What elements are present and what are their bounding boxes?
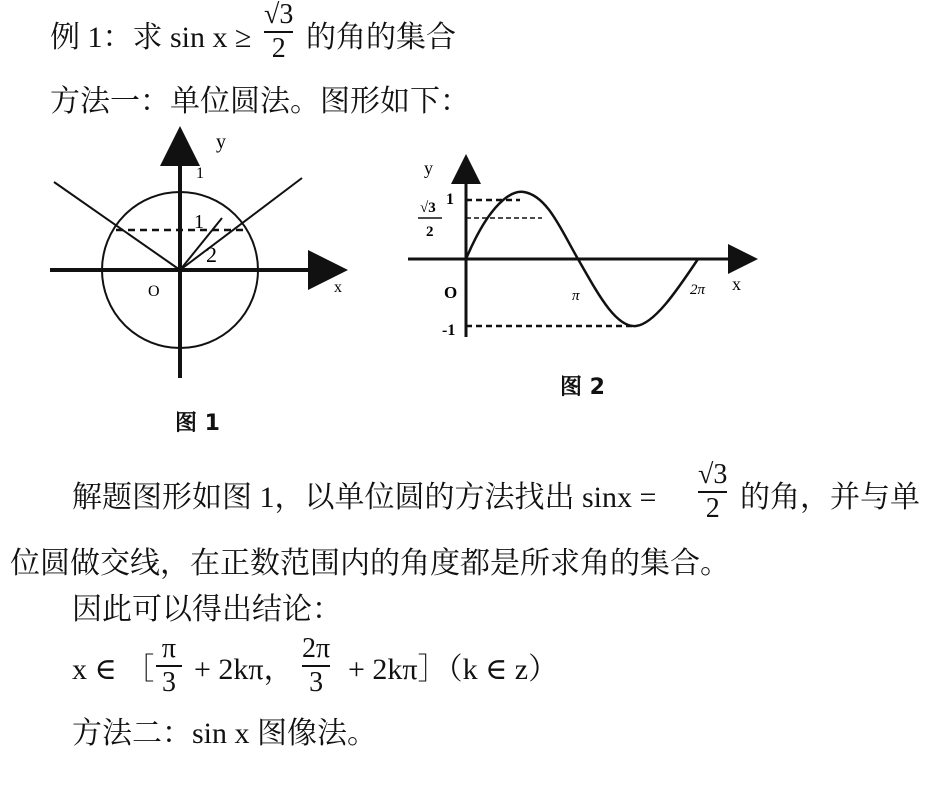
result-mid: + 2kπ， bbox=[194, 653, 294, 686]
fig2-pi-label: π bbox=[572, 288, 580, 304]
fig2-origin-label: O bbox=[444, 283, 458, 302]
fig2-one-label: 1 bbox=[446, 191, 454, 208]
fig1-label-2: 2 bbox=[206, 242, 217, 267]
result-f1-den: 3 bbox=[162, 667, 176, 698]
paragraph-line2: 位圆做交线，在正数范围内的角度都是所求角的集合。 bbox=[10, 547, 730, 580]
result-f1-num: π bbox=[161, 633, 177, 664]
fig2-y-label: y bbox=[424, 158, 433, 178]
result-f2-num: 2π bbox=[302, 633, 331, 664]
paragraph-line3: 因此可以得出结论： bbox=[72, 593, 342, 626]
example-frac-den: 2 bbox=[271, 33, 286, 64]
paragraph-line1-suffix: 的角，并与单 bbox=[740, 481, 920, 514]
fig2-minus-one-label: -1 bbox=[442, 322, 456, 339]
example-frac-num: √3 bbox=[264, 0, 294, 30]
paragraph-frac-num: √3 bbox=[698, 459, 728, 490]
fig2-x-label: x bbox=[732, 274, 741, 294]
result-f2-den: 3 bbox=[309, 667, 324, 698]
fig1-origin-label: O bbox=[148, 283, 160, 300]
figure1-caption: 图 1 bbox=[175, 411, 220, 436]
fig2-two-pi-label: 2π bbox=[690, 282, 706, 298]
result-end: + 2kπ］（k ∈ z） bbox=[348, 653, 559, 686]
result-fraction-2 bbox=[302, 634, 330, 698]
fig2-sqrt3-den: 2 bbox=[426, 224, 434, 240]
figure2-caption: 图 2 bbox=[560, 375, 605, 400]
figure2-sine-graph bbox=[402, 152, 762, 348]
fig1-label-1: 1 bbox=[194, 211, 204, 233]
fig1-y-label: y bbox=[216, 131, 226, 153]
fig1-tick-top: 1 bbox=[196, 165, 204, 182]
paragraph-frac-den: 2 bbox=[705, 493, 720, 524]
method1-title: 方法一：单位圆法。图形如下： bbox=[50, 85, 470, 118]
example-suffix: 的角的集合 bbox=[306, 21, 456, 54]
example-prefix: 例 1：求 sin x ≥ bbox=[50, 21, 252, 54]
paragraph-fraction bbox=[698, 460, 727, 524]
figure1-unit-circle bbox=[40, 120, 350, 385]
fig2-sqrt3-num: √3 bbox=[420, 200, 436, 216]
method2-title: 方法二：sin x 图像法。 bbox=[72, 717, 378, 750]
paragraph-line1-prefix: 解题图形如图 1，以单位圆的方法找出 sinx = bbox=[72, 481, 657, 514]
example-fraction bbox=[264, 0, 293, 64]
result-prefix: x ∈ ［ bbox=[72, 653, 155, 686]
result-fraction-1 bbox=[156, 634, 182, 698]
fig1-x-label: x bbox=[334, 279, 342, 296]
